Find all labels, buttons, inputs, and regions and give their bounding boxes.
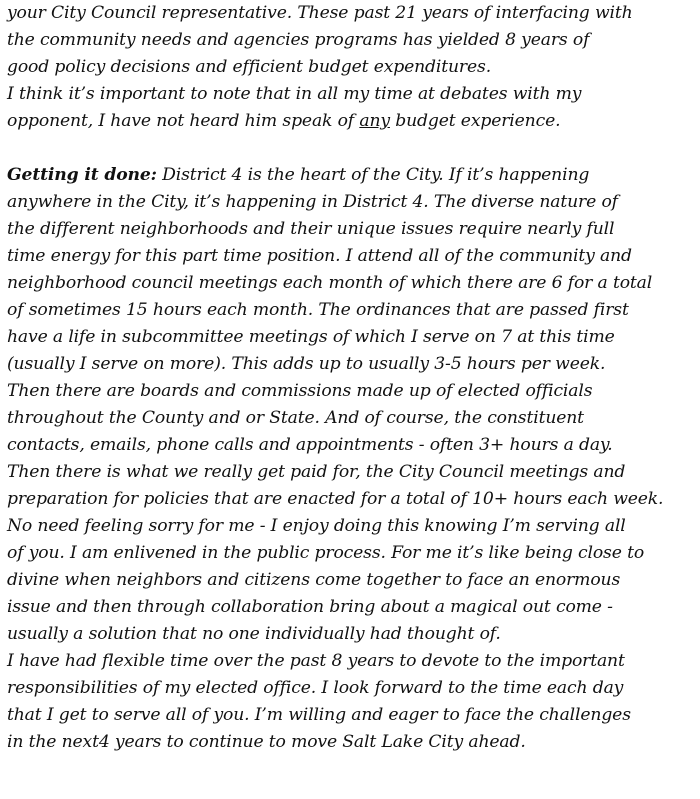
underlined-emphasis: any — [359, 111, 390, 131]
paragraph-gap — [7, 135, 694, 162]
text-line: your City Council representative. These past 21 years of interfacing with — [7, 3, 633, 23]
text-line: I think it’s important to note that in all my time at debates with my — [7, 84, 582, 104]
text-line: time energy for this part time position. I attend all of the community and — [7, 246, 632, 266]
intro-paragraph — [7, 0, 694, 135]
text-line: divine when neighbors and citizens come together to face an enormous — [7, 570, 621, 590]
text-line: the community needs and agencies programs has yielded 8 years of — [7, 30, 590, 50]
text-line: have a life in subcommittee meetings of which I serve on 7 at this time — [7, 327, 615, 347]
text-line: No need feeling sorry for me - I enjoy doing this knowing I’m serving all — [7, 516, 626, 536]
text-line: issue and then through collaboration bring about a magical out come - — [7, 597, 613, 617]
text-line: neighborhood council meetings each month of which there are 6 for a total — [7, 273, 653, 293]
section-heading: Getting it done: — [7, 165, 157, 185]
getting-it-done-paragraph — [7, 162, 694, 648]
text-line — [7, 108, 694, 135]
text-segment: budget experience. — [389, 111, 561, 131]
text-line: good policy decisions and efficient budget expenditures. — [7, 57, 492, 77]
text-line: that I get to serve all of you. I’m willing and eager to face the challenges — [7, 705, 631, 725]
text-line: the different neighborhoods and their unique issues require nearly full — [7, 219, 615, 239]
text-line — [7, 162, 694, 189]
closing-paragraph — [7, 648, 694, 756]
text-line: (usually I serve on more). This adds up to usually 3-5 hours per week. — [7, 354, 606, 374]
text-segment: opponent, I have not heard him speak of — [7, 111, 360, 131]
text-segment: District 4 is the heart of the City. If it’s happening — [156, 165, 590, 185]
text-line: preparation for policies that are enacted for a total of 10+ hours each week. — [7, 489, 664, 509]
text-line: of you. I am enlivened in the public process. For me it’s like being close to — [7, 543, 645, 563]
text-line: Then there is what we really get paid for, the City Council meetings and — [7, 462, 626, 482]
text-line: anywhere in the City, it’s happening in District 4. The diverse nature of — [7, 192, 618, 212]
text-line: I have had flexible time over the past 8 years to devote to the important — [7, 651, 625, 671]
text-line: responsibilities of my elected office. I look forward to the time each day — [7, 678, 624, 698]
text-line: usually a solution that no one individually had thought of. — [7, 624, 501, 644]
text-line: contacts, emails, phone calls and appointments - often 3+ hours a day. — [7, 435, 613, 455]
text-line: in the next4 years to continue to move Salt Lake City ahead. — [7, 732, 526, 752]
text-line: throughout the County and or State. And of course, the constituent — [7, 408, 584, 428]
text-line: of sometimes 15 hours each month. The ordinances that are passed first — [7, 300, 629, 320]
text-line: Then there are boards and commissions made up of elected officials — [7, 381, 593, 401]
